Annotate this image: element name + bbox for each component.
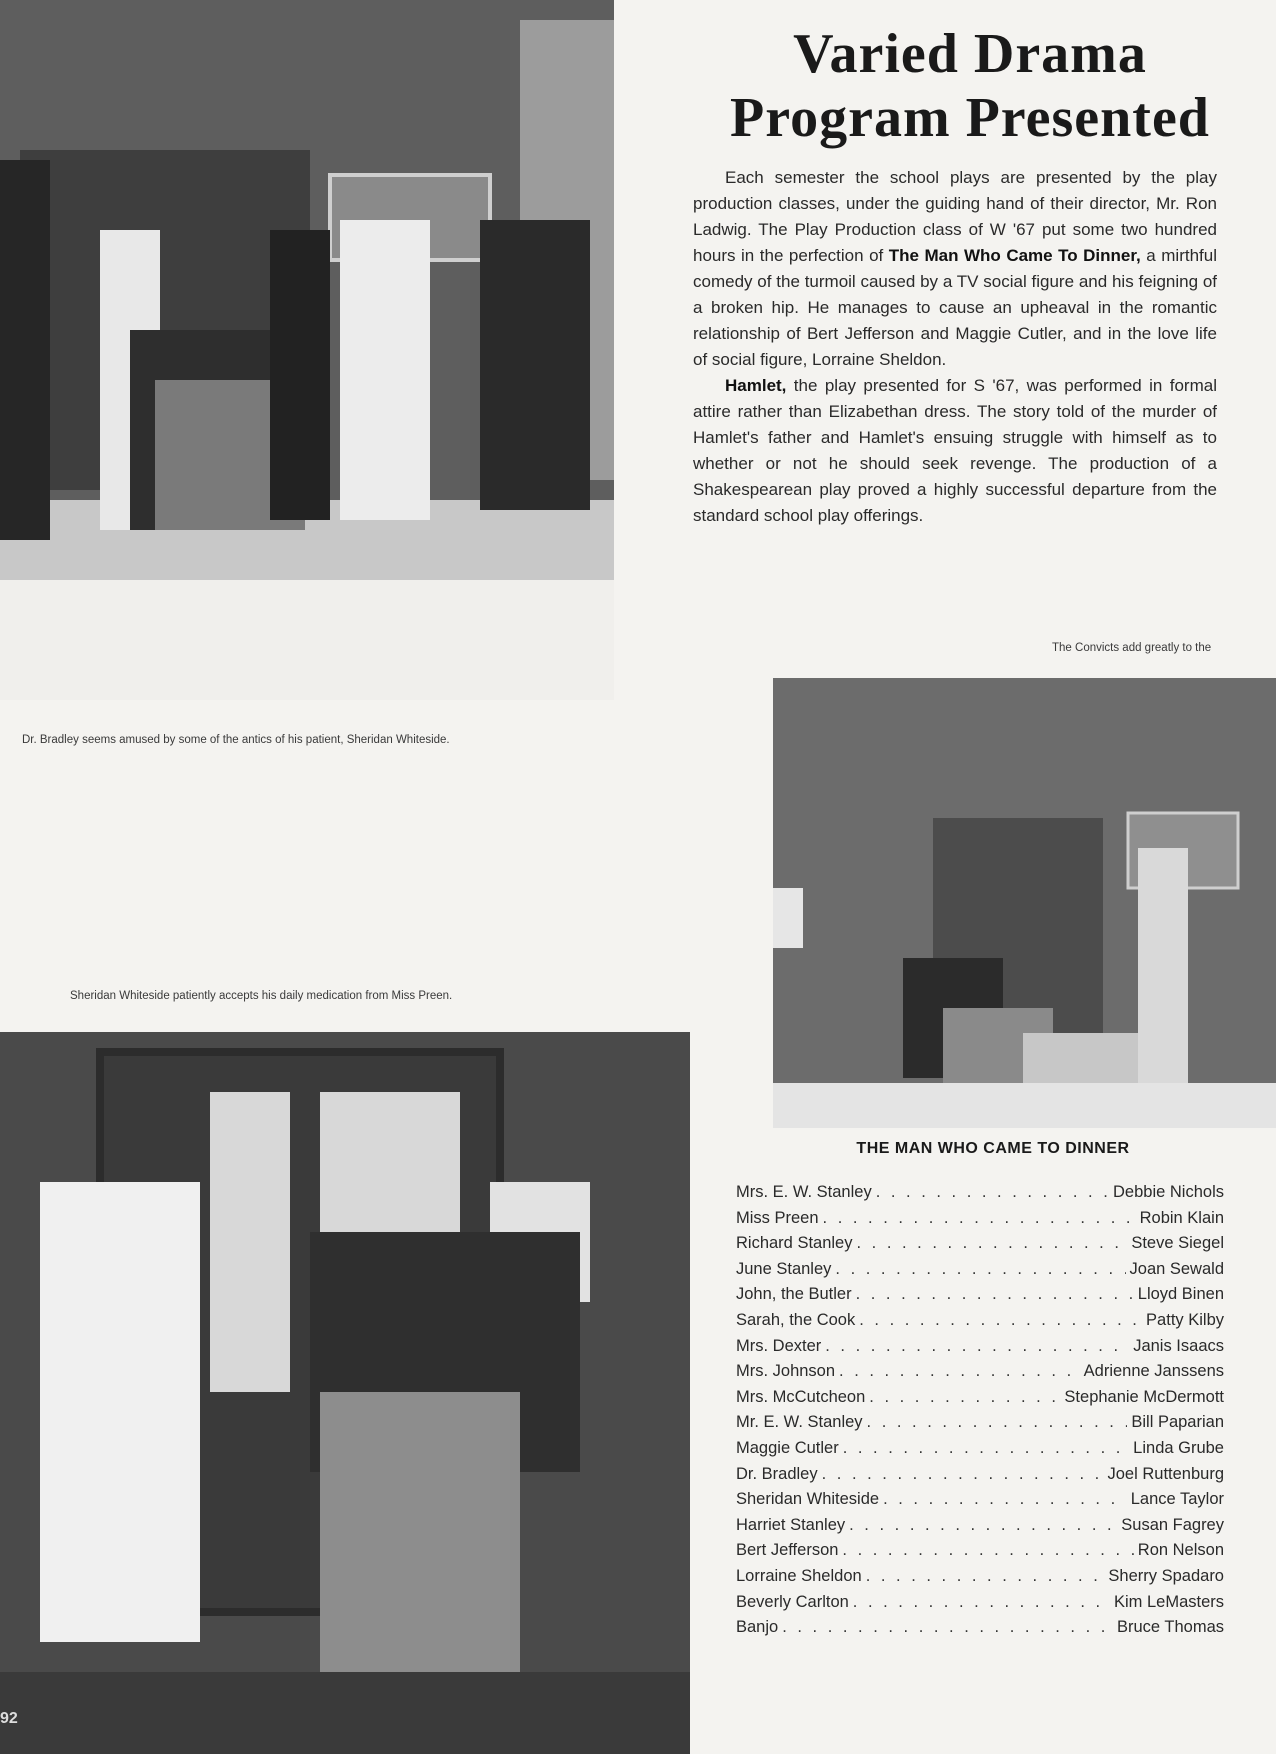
cast-actor: Debbie Nichols [1113, 1183, 1224, 1201]
leader-dots [849, 1513, 1117, 1539]
cast-list-title: THE MAN WHO CAME TO DINNER [856, 1140, 1130, 1157]
title-line-1: Varied Drama [793, 23, 1147, 85]
leader-dots [835, 1257, 1125, 1283]
cast-actor: Lance Taylor [1130, 1490, 1224, 1509]
leader-dots [856, 1282, 1134, 1308]
title-line-2: Program Presented [730, 87, 1210, 149]
cast-actor: Adrienne Janssens [1083, 1362, 1224, 1381]
play-title-dinner: The Man Who Came To Dinner, [888, 246, 1141, 265]
cast-row [736, 1359, 1224, 1385]
cast-row [736, 1334, 1224, 1360]
cast-role: Bert Jefferson [736, 1541, 839, 1560]
paragraph-2: Hamlet, the play presented for S '67, was performed in formal attire rather than Elizabethan dress. The story told of the murder of Hamlet's father and Hamlet's ensuing struggle with himself as to whether or not he should seek revenge. The production of a Shakespearean play proved a highly successful departure from the standard school play offerings. [693, 376, 1217, 525]
cast-role: June Stanley [736, 1259, 832, 1278]
leader-dots [839, 1359, 1080, 1385]
cast-row [736, 1462, 1224, 1488]
stage-photo-right [773, 678, 1276, 1128]
leader-dots [883, 1487, 1127, 1513]
cast-actor: Bruce Thomas [1117, 1618, 1224, 1637]
cast-row [736, 1257, 1224, 1283]
cast-role: Banjo [736, 1618, 779, 1637]
cast-role: Sheridan Whiteside [736, 1490, 880, 1509]
cast-actor: Steve Siegel [1131, 1234, 1224, 1253]
cast-row [736, 1282, 1224, 1308]
caption-top-photo: Dr. Bradley seems amused by some of the antics of his patient, Sheridan Whiteside. [22, 734, 450, 746]
play-title-hamlet: Hamlet, [725, 376, 787, 395]
cast-actor: Robin Klain [1139, 1208, 1224, 1227]
article-body [693, 165, 1217, 529]
page-title [680, 22, 1260, 150]
caption-bottom-photo: Sheridan Whiteside patiently accepts his daily medication from Miss Preen. [70, 990, 453, 1002]
cast-role: Mrs. Johnson [736, 1362, 836, 1381]
cast-actor: Lloyd Binen [1137, 1285, 1224, 1304]
cast-role: Mrs. McCutcheon [736, 1387, 866, 1406]
cast-row [736, 1564, 1224, 1590]
cast-actor: Joel Ruttenburg [1107, 1464, 1224, 1483]
cast-actor: Stephanie McDermott [1064, 1387, 1224, 1406]
cast-role: Beverly Carlton [736, 1592, 849, 1611]
cast-actor: Janis Isaacs [1133, 1336, 1224, 1355]
cast-row [736, 1180, 1224, 1206]
cast-row [736, 1513, 1224, 1539]
cast-role: Mrs. Dexter [736, 1336, 822, 1355]
leader-dots [825, 1334, 1129, 1360]
paragraph-1: Each semester the school plays are presented by the play production classes, under the guiding hand of their director, Mr. Ron Ladwig. The Play Production class of W '67 put some two hundred hours in the perfection of The Man Who Came To Dinner, a mirthful comedy of the turmoil caused by a TV social figure and his feigning of a broken hip. He manages to cause an upheaval in the romantic relationship of Bert Jefferson and Maggie Cutler, and in the love life of social figure, Lorraine Sheldon. [693, 168, 1217, 369]
cast-row [736, 1615, 1224, 1641]
caption-convicts: The Convicts add greatly to the [1052, 642, 1212, 654]
cast-row [736, 1385, 1224, 1411]
cast-actor: Ron Nelson [1137, 1541, 1224, 1560]
stage-photo-top [0, 0, 614, 700]
leader-dots [842, 1538, 1133, 1564]
cast-row [736, 1436, 1224, 1462]
leader-dots [853, 1590, 1110, 1616]
leader-dots [859, 1308, 1142, 1334]
cast-role: Miss Preen [736, 1208, 819, 1227]
leader-dots [876, 1180, 1109, 1206]
cast-row [736, 1231, 1224, 1257]
cast-role: Maggie Cutler [736, 1438, 839, 1457]
cast-actor: Patty Kilby [1146, 1310, 1224, 1329]
cast-role: Harriet Stanley [736, 1515, 846, 1534]
cast-row [736, 1538, 1224, 1564]
cast-row [736, 1410, 1224, 1436]
cast-role: Lorraine Sheldon [736, 1566, 862, 1585]
cast-row [736, 1487, 1224, 1513]
leader-dots [823, 1206, 1136, 1232]
cast-list [736, 1180, 1224, 1641]
cast-actor: Joan Sewald [1129, 1259, 1224, 1278]
cast-role: Dr. Bradley [736, 1464, 818, 1483]
leader-dots [869, 1385, 1060, 1411]
leader-dots [843, 1436, 1129, 1462]
cast-role: Sarah, the Cook [736, 1310, 856, 1329]
cast-actor: Kim LeMasters [1113, 1592, 1224, 1611]
leader-dots [822, 1462, 1104, 1488]
leader-dots [866, 1564, 1105, 1590]
cast-actor: Sherry Spadaro [1108, 1566, 1224, 1585]
leader-dots [867, 1410, 1128, 1436]
cast-role: Richard Stanley [736, 1234, 853, 1253]
leader-dots [782, 1615, 1113, 1641]
leader-dots [856, 1231, 1127, 1257]
cast-actor: Bill Paparian [1131, 1413, 1224, 1432]
cast-row [736, 1206, 1224, 1232]
cast-row [736, 1308, 1224, 1334]
stage-photo-bottom [0, 1032, 690, 1754]
cast-role: John, the Butler [736, 1285, 852, 1304]
cast-row [736, 1590, 1224, 1616]
cast-actor: Linda Grube [1133, 1438, 1224, 1457]
page-number: 92 [0, 1710, 18, 1727]
cast-role: Mr. E. W. Stanley [736, 1413, 863, 1432]
cast-role: Mrs. E. W. Stanley [736, 1183, 872, 1201]
cast-actor: Susan Fagrey [1121, 1515, 1224, 1534]
